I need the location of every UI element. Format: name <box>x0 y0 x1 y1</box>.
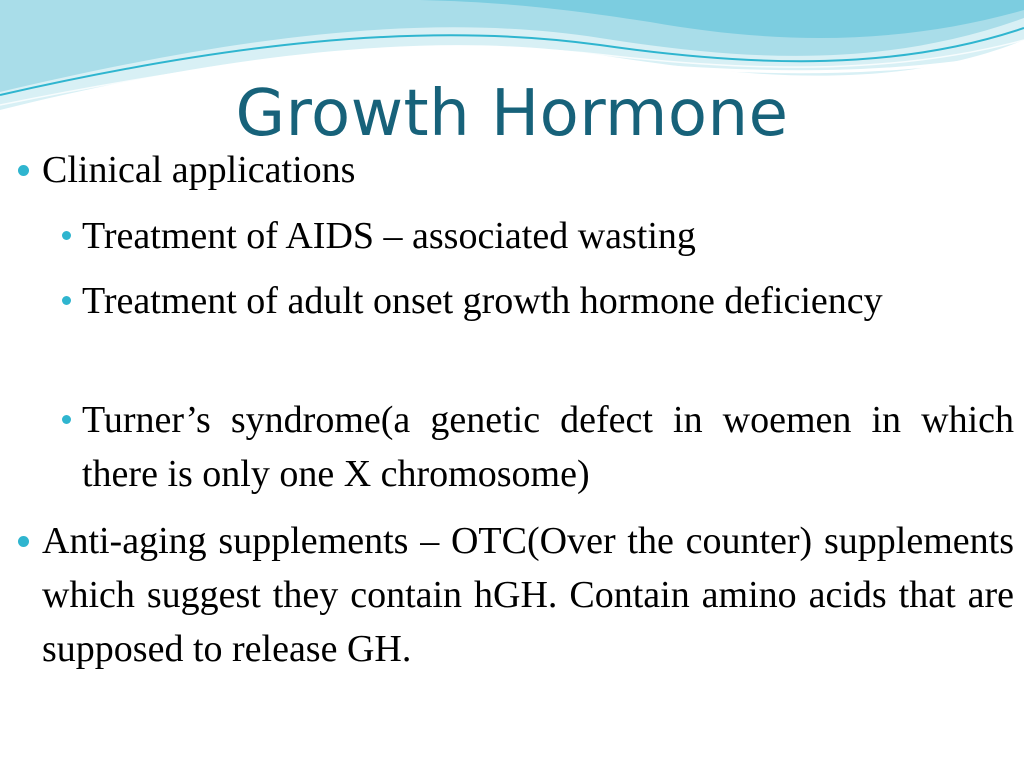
bullet-level1 <box>42 514 1014 676</box>
bullet-level2 <box>82 209 1014 263</box>
bullet-dot-icon <box>62 296 71 305</box>
bullet-dot-icon <box>18 536 29 547</box>
bullet-dot-icon <box>18 165 29 176</box>
bullet-text: Treatment of adult onset growth hormone deficiency <box>82 280 883 322</box>
bullet-level1 <box>42 143 1014 197</box>
bullet-dot-icon <box>62 231 71 240</box>
bullet-text: Anti-aging supplements – OTC(Over the counter) supplements which suggest they contain hGH. Contain amino acids that are supposed to release GH. <box>42 520 1014 670</box>
bullet-text: Turner’s syndrome(a genetic defect in woemen in which there is only one X chromosome) <box>82 399 1014 495</box>
bullet-level2 <box>82 274 1014 328</box>
bullet-level2 <box>82 393 1014 501</box>
bullet-text: Clinical applications <box>42 149 356 191</box>
bullet-dot-icon <box>62 415 71 424</box>
bullet-text: Treatment of AIDS – associated wasting <box>82 215 696 257</box>
slide-title: Growth Hormone <box>235 77 789 151</box>
